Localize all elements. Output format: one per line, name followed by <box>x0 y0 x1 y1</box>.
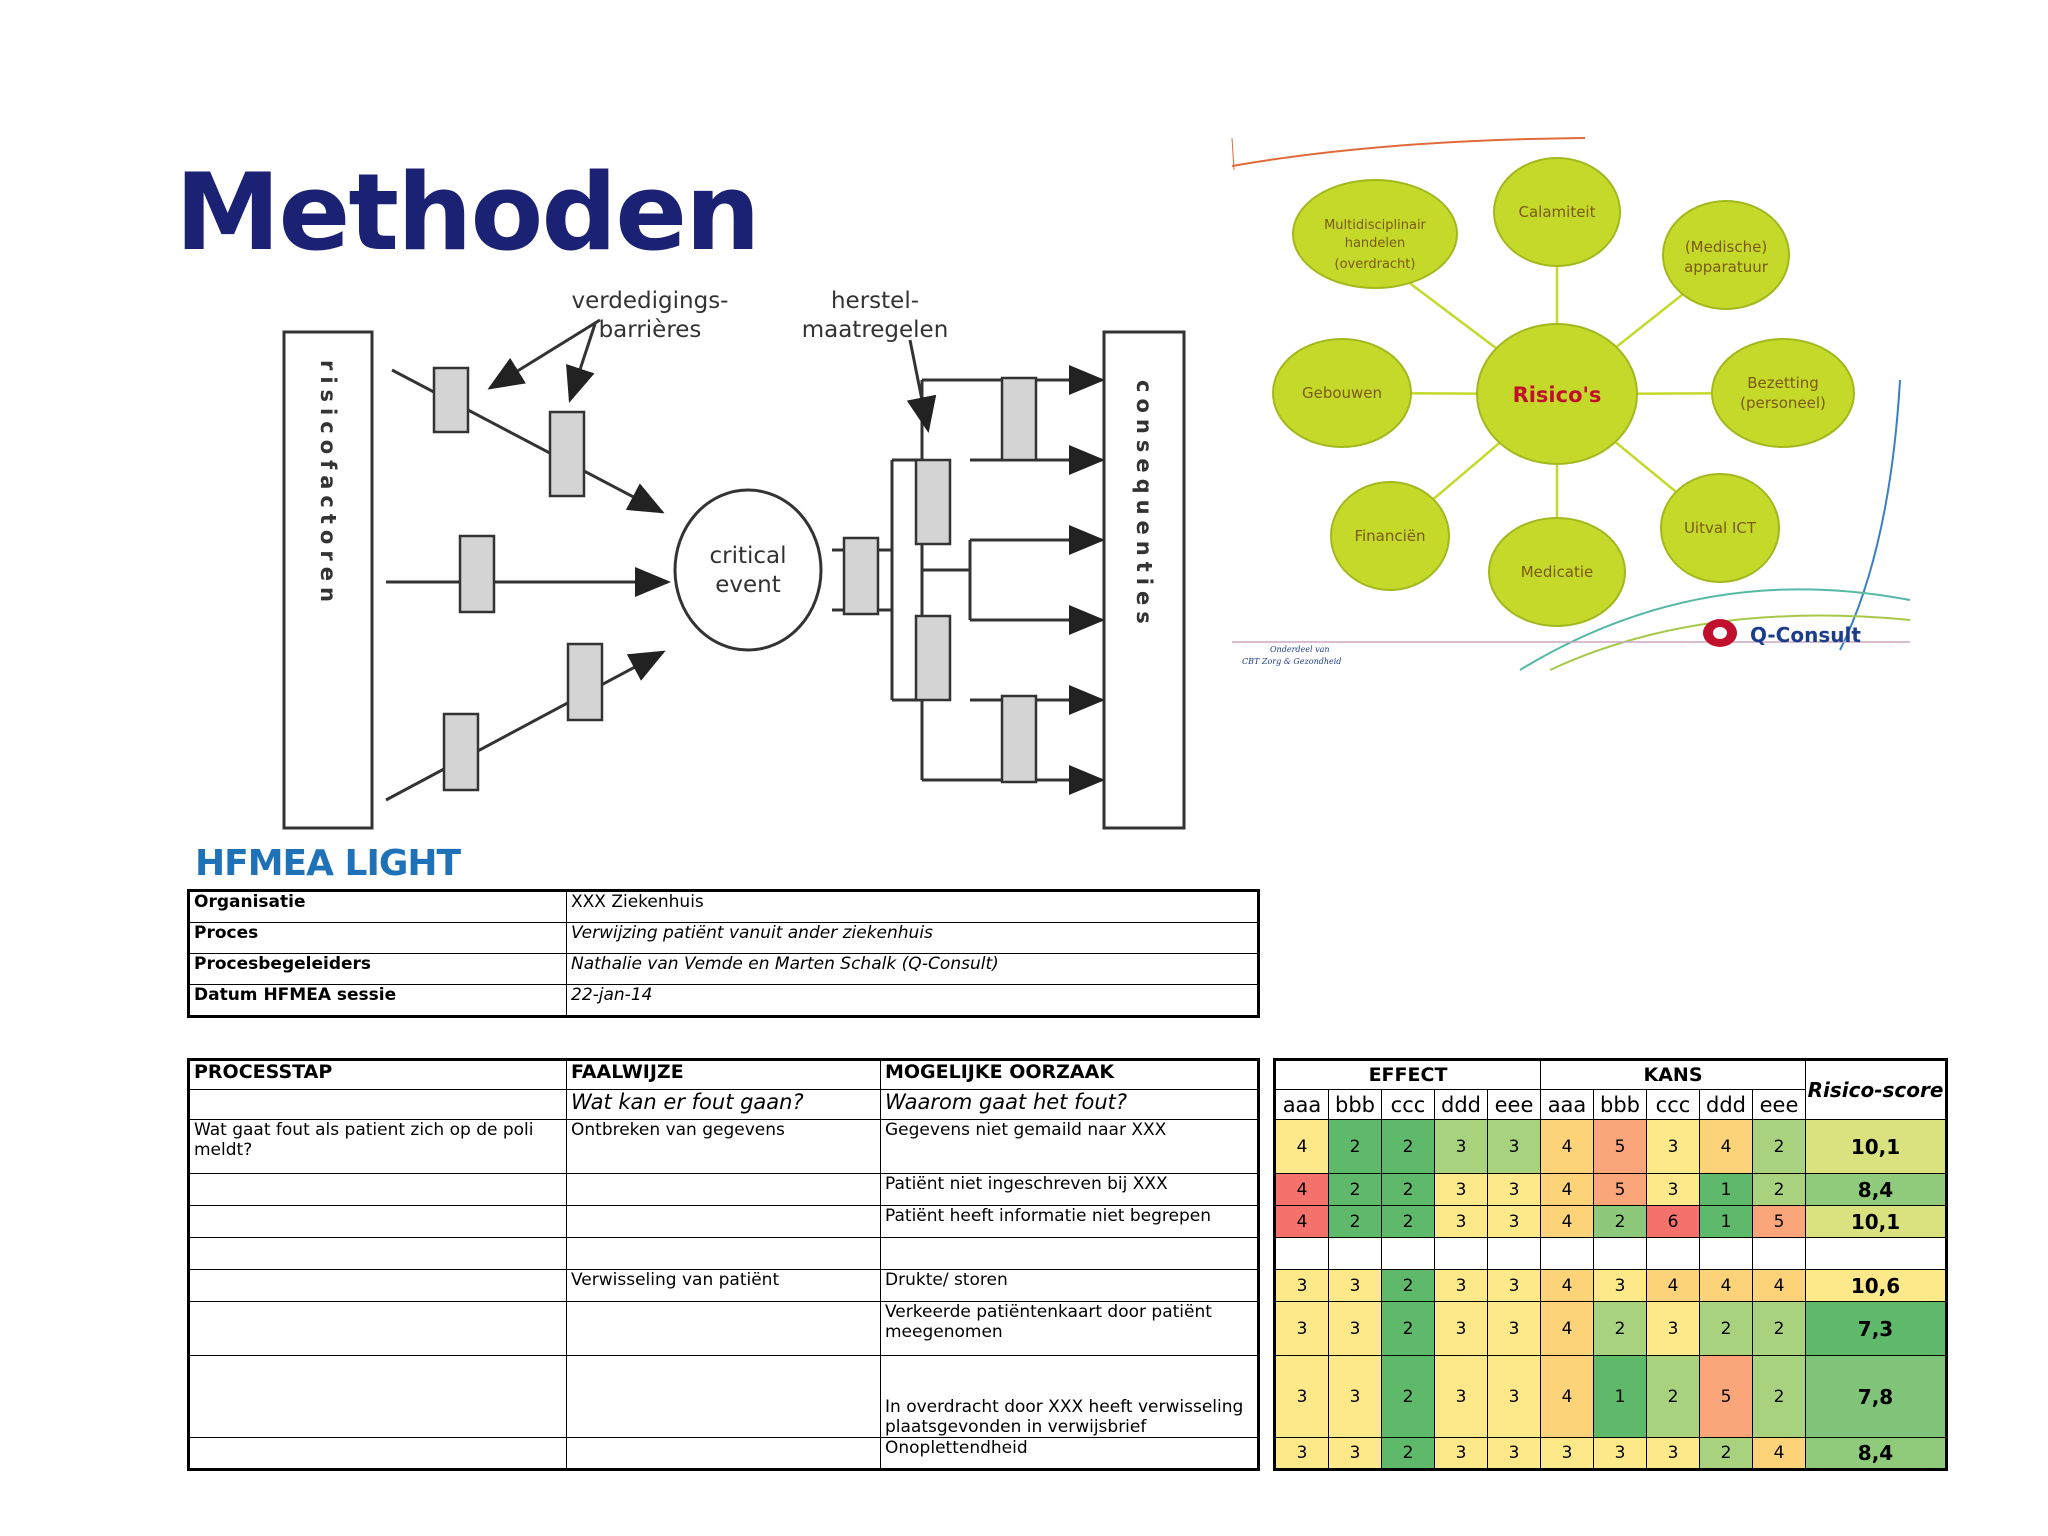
multi-label-2: handelen <box>1344 236 1406 251</box>
score-row <box>1275 1206 1947 1238</box>
sub-header: aaa <box>1541 1090 1594 1120</box>
cell-oorzaak: Onoplettendheid <box>881 1438 1259 1470</box>
score-cell: 3 <box>1435 1174 1488 1206</box>
financien-label: Financiën <box>1354 527 1426 545</box>
score-cell: 3 <box>1435 1356 1488 1438</box>
header-table <box>187 889 1260 1018</box>
score-cell <box>1435 1238 1488 1270</box>
process-table <box>187 1058 1260 1471</box>
slide-title: Methoden <box>175 151 759 274</box>
score-cell: 2 <box>1382 1174 1435 1206</box>
risk-score-cell: 8,4 <box>1806 1174 1947 1206</box>
score-row <box>1275 1174 1947 1206</box>
score-cell: 4 <box>1753 1438 1806 1470</box>
score-cell: 2 <box>1382 1356 1435 1438</box>
barriers-label-2: barrières <box>598 317 702 343</box>
score-cell: 3 <box>1488 1270 1541 1302</box>
cell-stap <box>189 1206 567 1238</box>
score-cell: 3 <box>1541 1438 1594 1470</box>
sub-oorzaak: Waarom gaat het fout? <box>881 1090 1259 1120</box>
sub-faalwijze: Wat kan er fout gaan? <box>567 1090 881 1120</box>
score-cell: 2 <box>1329 1174 1382 1206</box>
risk-score-cell <box>1806 1238 1947 1270</box>
score-cell: 5 <box>1594 1120 1647 1174</box>
score-cell: 3 <box>1488 1302 1541 1356</box>
table-row <box>189 1356 1259 1438</box>
date-label: Datum HFMEA sessie <box>189 985 567 1017</box>
barrier-diagram <box>270 280 1190 840</box>
cell-oorzaak: Patiënt niet ingeschreven bij XXX <box>881 1174 1259 1206</box>
score-cell: 3 <box>1594 1270 1647 1302</box>
score-cell: 2 <box>1700 1438 1753 1470</box>
score-cell: 4 <box>1275 1206 1329 1238</box>
effect-header: EFFECT <box>1275 1060 1541 1090</box>
risk-score-header: Risico-score <box>1806 1060 1947 1120</box>
risk-score-cell: 10,1 <box>1806 1206 1947 1238</box>
proc-label: Proces <box>189 923 567 954</box>
stamp-line-1: Onderdeel van <box>1270 645 1330 654</box>
barrier-block <box>444 714 478 790</box>
score-cell: 2 <box>1753 1174 1806 1206</box>
table-row <box>189 1174 1259 1206</box>
stamp-line-2: CBT Zorg & Gezondheid <box>1242 657 1342 666</box>
score-cell: 3 <box>1435 1302 1488 1356</box>
right-vertical-label: consequenties <box>1132 380 1156 630</box>
barrier-block <box>460 536 494 612</box>
score-cell: 3 <box>1275 1302 1329 1356</box>
score-cell <box>1488 1238 1541 1270</box>
score-cell: 2 <box>1382 1270 1435 1302</box>
score-cell: 2 <box>1382 1438 1435 1470</box>
risk-score-cell: 8,4 <box>1806 1438 1947 1470</box>
barrier-block <box>844 538 878 614</box>
cell-oorzaak: Verkeerde patiëntenkaart door patiënt meegenomen <box>881 1302 1259 1356</box>
table-row <box>189 1120 1259 1174</box>
score-cell: 3 <box>1329 1302 1382 1356</box>
score-cell: 4 <box>1647 1270 1700 1302</box>
score-cell: 3 <box>1435 1438 1488 1470</box>
medische-label-2: apparatuur <box>1684 258 1768 276</box>
table-row <box>189 1302 1259 1356</box>
medicatie-label: Medicatie <box>1520 563 1594 581</box>
cell-faal: Ontbreken van gegevens <box>567 1120 881 1174</box>
sub-empty <box>189 1090 567 1120</box>
score-cell: 2 <box>1329 1120 1382 1174</box>
critical-label: critical <box>709 543 787 569</box>
calamiteit-label: Calamiteit <box>1518 203 1596 221</box>
score-row <box>1275 1120 1947 1174</box>
cell-faal <box>567 1356 881 1438</box>
org-value: XXX Ziekenhuis <box>567 891 1259 923</box>
score-cell: 3 <box>1275 1438 1329 1470</box>
beg-value: Nathalie van Vemde en Marten Schalk (Q-Consult) <box>567 954 1259 985</box>
score-cell <box>1700 1238 1753 1270</box>
risk-score-cell: 7,3 <box>1806 1302 1947 1356</box>
score-cell: 3 <box>1435 1206 1488 1238</box>
cell-faal <box>567 1438 881 1470</box>
score-cell: 3 <box>1647 1174 1700 1206</box>
kans-header: KANS <box>1541 1060 1806 1090</box>
cell-oorzaak <box>881 1238 1259 1270</box>
score-cell: 2 <box>1594 1302 1647 1356</box>
score-cell: 2 <box>1382 1120 1435 1174</box>
score-cell: 2 <box>1594 1206 1647 1238</box>
score-cell: 3 <box>1647 1302 1700 1356</box>
sub-header: ddd <box>1700 1090 1753 1120</box>
sub-header: bbb <box>1329 1090 1382 1120</box>
score-cell: 5 <box>1753 1206 1806 1238</box>
score-cell <box>1753 1238 1806 1270</box>
org-label: Organisatie <box>189 891 567 923</box>
score-cell: 3 <box>1275 1356 1329 1438</box>
cell-stap <box>189 1356 567 1438</box>
cell-stap <box>189 1238 567 1270</box>
score-cell: 4 <box>1541 1270 1594 1302</box>
cell-stap <box>189 1438 567 1470</box>
uitval-label: Uitval ICT <box>1683 519 1757 537</box>
score-row <box>1275 1438 1947 1470</box>
cell-faal <box>567 1302 881 1356</box>
score-cell <box>1647 1238 1700 1270</box>
score-cell: 4 <box>1275 1120 1329 1174</box>
sub-header: ddd <box>1435 1090 1488 1120</box>
score-row <box>1275 1270 1947 1302</box>
score-cell: 4 <box>1541 1302 1594 1356</box>
score-cell: 2 <box>1700 1302 1753 1356</box>
score-row <box>1275 1302 1947 1356</box>
table-row <box>189 1238 1259 1270</box>
sub-header: eee <box>1488 1090 1541 1120</box>
beg-label: Procesbegeleiders <box>189 954 567 985</box>
score-cell: 3 <box>1435 1270 1488 1302</box>
barrier-block <box>550 412 584 496</box>
score-cell: 4 <box>1541 1120 1594 1174</box>
gebouwen-label: Gebouwen <box>1301 384 1383 402</box>
score-cell <box>1382 1238 1435 1270</box>
recovery-label-2: maatregelen <box>801 317 949 343</box>
barrier-block <box>434 368 468 432</box>
score-cell: 3 <box>1435 1120 1488 1174</box>
score-cell: 3 <box>1329 1270 1382 1302</box>
cell-faal <box>567 1206 881 1238</box>
barrier-block <box>916 616 950 700</box>
cell-oorzaak: Patiënt heeft informatie niet begrepen <box>881 1206 1259 1238</box>
barriers-label-1: verdedigings- <box>571 288 729 314</box>
score-cell: 2 <box>1753 1120 1806 1174</box>
cell-faal <box>567 1174 881 1206</box>
col-oorzaak: MOGELIJKE OORZAAK <box>881 1060 1259 1090</box>
sub-header: ccc <box>1647 1090 1700 1120</box>
q-consult-logo <box>1703 619 1861 647</box>
score-cell: 3 <box>1488 1356 1541 1438</box>
risk-score-cell: 7,8 <box>1806 1356 1947 1438</box>
table-row <box>189 1206 1259 1238</box>
score-cell: 3 <box>1594 1438 1647 1470</box>
score-cell: 3 <box>1329 1438 1382 1470</box>
score-cell: 3 <box>1488 1174 1541 1206</box>
score-row <box>1275 1356 1947 1438</box>
score-cell <box>1594 1238 1647 1270</box>
score-cell: 4 <box>1541 1356 1594 1438</box>
left-vertical-label: risicofactoren <box>316 360 340 608</box>
barrier-block <box>568 644 602 720</box>
barrier-block <box>1002 378 1036 460</box>
cell-stap <box>189 1302 567 1356</box>
col-processtap: PROCESSTAP <box>189 1060 567 1090</box>
proc-value: Verwijzing patiënt vanuit ander ziekenhuis <box>567 923 1259 954</box>
score-cell <box>1329 1238 1382 1270</box>
bezetting-label-1: Bezetting <box>1747 374 1819 392</box>
score-cell <box>1541 1238 1594 1270</box>
score-cell: 4 <box>1753 1270 1806 1302</box>
score-cell: 2 <box>1382 1206 1435 1238</box>
score-cell: 2 <box>1753 1302 1806 1356</box>
score-cell: 2 <box>1382 1302 1435 1356</box>
score-cell: 6 <box>1647 1206 1700 1238</box>
cell-stap <box>189 1174 567 1206</box>
table-row <box>189 1270 1259 1302</box>
center-label: Risico's <box>1512 383 1602 407</box>
score-cell: 5 <box>1594 1174 1647 1206</box>
barrier-block <box>916 460 950 544</box>
cell-oorzaak: Drukte/ storen <box>881 1270 1259 1302</box>
score-cell: 3 <box>1488 1438 1541 1470</box>
cell-stap <box>189 1270 567 1302</box>
sub-header: bbb <box>1594 1090 1647 1120</box>
score-cell <box>1275 1238 1329 1270</box>
col-faalwijze: FAALWIJZE <box>567 1060 881 1090</box>
sub-header: eee <box>1753 1090 1806 1120</box>
table-row <box>189 1438 1259 1470</box>
recovery-label-1: herstel- <box>830 288 920 314</box>
risk-score-cell: 10,6 <box>1806 1270 1947 1302</box>
sub-header: ccc <box>1382 1090 1435 1120</box>
score-cell: 4 <box>1541 1174 1594 1206</box>
score-cell: 2 <box>1753 1356 1806 1438</box>
score-cell: 4 <box>1700 1120 1753 1174</box>
score-cell: 3 <box>1488 1206 1541 1238</box>
cell-faal <box>567 1238 881 1270</box>
risk-wheel-diagram <box>1230 130 1910 680</box>
barrier-block <box>1002 696 1036 782</box>
score-cell: 3 <box>1647 1438 1700 1470</box>
multi-label-1: Multidisciplinair <box>1324 218 1426 233</box>
sub-header: aaa <box>1275 1090 1329 1120</box>
score-cell: 3 <box>1647 1120 1700 1174</box>
score-cell: 1 <box>1700 1174 1753 1206</box>
event-label: event <box>715 572 781 598</box>
multi-label-3: (overdracht) <box>1334 257 1416 272</box>
risk-score-cell: 10,1 <box>1806 1120 1947 1174</box>
cell-stap: Wat gaat fout als patient zich op de poli meldt? <box>189 1120 567 1174</box>
score-cell: 1 <box>1700 1206 1753 1238</box>
cell-oorzaak: In overdracht door XXX heeft verwisseling plaatsgevonden in verwijsbrief <box>881 1356 1259 1438</box>
score-cell: 3 <box>1329 1356 1382 1438</box>
score-cell: 4 <box>1275 1174 1329 1206</box>
cell-oorzaak: Gegevens niet gemaild naar XXX <box>881 1120 1259 1174</box>
bezetting-label-2: (personeel) <box>1740 394 1826 412</box>
date-value: 22-jan-14 <box>567 985 1259 1017</box>
hfmea-title: HFMEA LIGHT <box>195 843 461 884</box>
score-cell: 3 <box>1488 1120 1541 1174</box>
brand-label: Q-Consult <box>1750 623 1861 647</box>
critical-event-ellipse <box>675 490 821 650</box>
score-cell: 1 <box>1594 1356 1647 1438</box>
cell-faal: Verwisseling van patiënt <box>567 1270 881 1302</box>
score-cell: 3 <box>1275 1270 1329 1302</box>
score-cell: 4 <box>1700 1270 1753 1302</box>
score-row <box>1275 1238 1947 1270</box>
score-cell: 2 <box>1647 1356 1700 1438</box>
medische-label-1: (Medische) <box>1684 238 1768 256</box>
score-cell: 4 <box>1541 1206 1594 1238</box>
score-cell: 2 <box>1329 1206 1382 1238</box>
score-table <box>1273 1058 1948 1471</box>
score-cell: 5 <box>1700 1356 1753 1438</box>
node-bezetting <box>1712 339 1854 447</box>
